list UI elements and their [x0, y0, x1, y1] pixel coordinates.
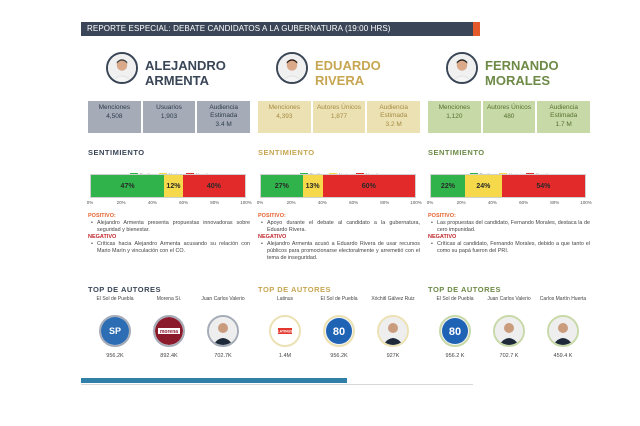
- sentiment-segment-negative: 60%: [323, 175, 415, 197]
- author-reach: 956.2 K: [445, 353, 465, 359]
- author-name: El Sol de Puebla: [436, 296, 474, 302]
- stat-label: Menciones: [98, 104, 131, 111]
- stat-box: [537, 101, 590, 133]
- stat-box: [313, 101, 366, 133]
- positive-list: [433, 220, 590, 234]
- axis-tick-label: 20%: [116, 200, 126, 205]
- author-name: Carlos Martín Huerta: [539, 296, 587, 302]
- candidate-avatar: [106, 52, 138, 84]
- author-reach: 892.4K: [160, 353, 178, 359]
- sentiment-segment-positive: 22%: [431, 175, 465, 197]
- positive-note: • Apoyo durante el debate al candidato a la gubernatura, Eduardo Rivera.: [263, 220, 420, 234]
- candidate-name-line2: ARMENTA: [145, 73, 210, 88]
- sentiment-title: SENTIMIENTO: [428, 148, 485, 157]
- candidate-column-morales: [428, 50, 593, 370]
- sentiment-notes: [88, 213, 250, 255]
- morena-logo: [153, 315, 185, 347]
- top-authors-list: [428, 296, 590, 366]
- author-reach: 956.2K: [106, 353, 124, 359]
- positive-heading: POSITIVO:: [258, 213, 286, 219]
- stat-label: Audiencia Estimada: [209, 104, 238, 119]
- stat-label: Audiencia Estimada: [379, 104, 408, 119]
- sentiment-segment-neutral: 24%: [465, 175, 502, 197]
- top-authors-title: TOP DE AUTORES: [428, 285, 501, 294]
- sentiment-segment-positive: 27%: [261, 175, 303, 197]
- candidate-avatar: [276, 52, 308, 84]
- axis-tick-label: 60%: [179, 200, 189, 205]
- stat-label: Autores Únicos: [316, 104, 362, 111]
- report-header: [81, 22, 473, 36]
- stat-value: 4,508: [106, 113, 123, 120]
- sentiment-legend: [300, 163, 387, 171]
- axis-tick-label: 40%: [317, 200, 327, 205]
- sentiment-legend: [130, 163, 217, 171]
- author-card: [484, 296, 534, 366]
- candidate-avatar: [446, 52, 478, 84]
- axis-tick-label: 80%: [210, 200, 220, 205]
- candidate-name: [485, 58, 559, 88]
- sentiment-segment-neutral: 13%: [303, 175, 323, 197]
- sentiment-segment-positive: 47%: [91, 175, 164, 197]
- stat-box: [367, 101, 420, 133]
- negative-list: [263, 241, 420, 262]
- top-authors-list: [258, 296, 420, 366]
- stat-value: 4,393: [276, 113, 293, 120]
- candidate-column-armenta: [88, 50, 253, 370]
- person-photo: [377, 315, 409, 347]
- positive-heading: POSITIVO:: [88, 213, 116, 219]
- author-name: Juan Carlos Valerio: [201, 296, 245, 302]
- axis-tick-label: 0%: [86, 200, 94, 205]
- stat-label: Autores Únicos: [486, 104, 532, 111]
- author-reach: 956.2K: [330, 353, 348, 359]
- axis-tick-label: 40%: [147, 200, 157, 205]
- stat-label: Menciones: [438, 104, 471, 111]
- author-name: Latinus: [276, 296, 294, 302]
- svg-text:morena: morena: [159, 329, 179, 335]
- stat-label: Menciones: [268, 104, 301, 111]
- candidate-name-line2: RIVERA: [315, 73, 365, 88]
- stat-box: [88, 101, 141, 133]
- top-authors-list: [88, 296, 250, 366]
- author-name: Morena Sí.: [156, 296, 182, 302]
- axis-tick-label: 40%: [487, 200, 497, 205]
- top-authors-title: TOP DE AUTORES: [88, 285, 161, 294]
- candidate-name-line2: MORALES: [485, 73, 550, 88]
- axis-tick-label: 20%: [456, 200, 466, 205]
- sentiment-segment-negative: 40%: [183, 175, 245, 197]
- positive-list: [263, 220, 420, 234]
- sentiment-segment-negative: 54%: [502, 175, 585, 197]
- author-card: [430, 296, 480, 366]
- candidate-column-rivera: [258, 50, 423, 370]
- positive-note: • Las propuestas del candidato, Fernando Morales, destaca la de cero impunidad.: [433, 220, 590, 234]
- stats-row: [428, 101, 590, 133]
- author-reach: 702.7K: [214, 353, 232, 359]
- sentiment-segment-neutral: 12%: [164, 175, 183, 197]
- positive-heading: POSITIVO:: [428, 213, 456, 219]
- stat-value: 1,877: [330, 113, 348, 120]
- negative-note: • Críticas al candidato, Fernando Morales, debido a que tanto el como su papá fueron del PRI.: [433, 241, 590, 255]
- negative-heading: NEGATIVO: [258, 234, 287, 240]
- sentiment-notes: [258, 213, 420, 262]
- sentiment-axis: [258, 200, 420, 208]
- axis-tick-label: 100%: [240, 200, 252, 205]
- stat-value: 3.2 M: [385, 121, 402, 128]
- author-card: [368, 296, 418, 366]
- svg-text:80: 80: [332, 326, 346, 338]
- svg-text:LATINUS: LATINUS: [277, 329, 293, 334]
- axis-tick-label: 20%: [286, 200, 296, 205]
- author-reach: 1.4M: [278, 353, 292, 359]
- author-reach: 927K: [386, 353, 400, 359]
- candidate-name: [315, 58, 381, 88]
- stat-box: [428, 101, 481, 133]
- axis-tick-label: 100%: [580, 200, 592, 205]
- candidate-header: [446, 52, 596, 98]
- sentiment-bar: [430, 174, 586, 198]
- sentiment-notes: [428, 213, 590, 255]
- negative-note: • Críticas hacia Alejandro Armenta acusando su relación con Mario Marín y vinculación con el CO.: [93, 241, 250, 255]
- sentiment-axis: [428, 200, 590, 208]
- candidate-name: [145, 58, 226, 88]
- candidate-header: [276, 52, 426, 98]
- top-authors-title: TOP DE AUTORES: [258, 285, 331, 294]
- author-reach: 459.4 K: [553, 353, 573, 359]
- sentiment-bar: [90, 174, 246, 198]
- stat-label: Audiencia Estimada: [549, 104, 578, 119]
- sol-de-puebla-80-logo: [323, 315, 355, 347]
- sentiment-legend: [470, 163, 557, 171]
- author-card: [198, 296, 248, 366]
- sentiment-axis: [88, 200, 250, 208]
- candidate-name-line1: EDUARDO: [315, 58, 381, 73]
- candidate-name-line1: ALEJANDRO: [145, 58, 226, 73]
- author-card: [314, 296, 364, 366]
- stat-label: Usuarios: [156, 104, 182, 111]
- author-card: [260, 296, 310, 366]
- svg-text:SP: SP: [108, 326, 122, 336]
- candidate-name-line1: FERNANDO: [485, 58, 559, 73]
- positive-list: [93, 220, 250, 234]
- positive-note: • Alejandro Armenta presenta propuestas innovadoras sobre seguridad y bienestar.: [93, 220, 250, 234]
- author-reach: 702.7 K: [499, 353, 519, 359]
- stat-box: [483, 101, 536, 133]
- author-card: [90, 296, 140, 366]
- axis-tick-label: 60%: [519, 200, 529, 205]
- axis-tick-label: 0%: [256, 200, 264, 205]
- header-accent: [473, 22, 480, 36]
- person-photo: [207, 315, 239, 347]
- axis-tick-label: 100%: [410, 200, 422, 205]
- author-card: [538, 296, 588, 366]
- sentiment-bar: [260, 174, 416, 198]
- stats-row: [88, 101, 250, 133]
- stat-box: [143, 101, 196, 133]
- sentiment-title: SENTIMIENTO: [258, 148, 315, 157]
- svg-text:80: 80: [448, 326, 462, 338]
- stat-value: 1,120: [446, 113, 463, 120]
- person-photo: [493, 315, 525, 347]
- negative-heading: NEGATIVO: [428, 234, 457, 240]
- stat-box: [258, 101, 311, 133]
- axis-tick-label: 80%: [550, 200, 560, 205]
- sol-de-puebla-80-logo: [439, 315, 471, 347]
- author-card: [144, 296, 194, 366]
- stat-value: 3.4 M: [215, 121, 232, 128]
- author-name: Xóchitl Gálvez Ruiz: [371, 296, 415, 302]
- stat-value: 1.7 M: [555, 121, 572, 128]
- person-photo: [547, 315, 579, 347]
- footer-accent-bar: [81, 378, 347, 383]
- stats-row: [258, 101, 420, 133]
- axis-tick-label: 80%: [380, 200, 390, 205]
- sentiment-title: SENTIMIENTO: [88, 148, 145, 157]
- negative-heading: NEGATIVO: [88, 234, 117, 240]
- sol-de-puebla-logo: [99, 315, 131, 347]
- latinus-logo: [269, 315, 301, 347]
- negative-note: • Alejandro Armenta acusó a Eduardo Rivera de usar recursos públicos para promocionarse electoralmente y arremetió con el tema de inseguridad.: [263, 241, 420, 262]
- axis-tick-label: 0%: [426, 200, 434, 205]
- axis-tick-label: 60%: [349, 200, 359, 205]
- report-title: REPORTE ESPECIAL: DEBATE CANDIDATOS A LA GUBERNATURA (19:00 HRS): [87, 24, 391, 33]
- footer-divider: [81, 384, 473, 385]
- stat-value: 1,903: [160, 113, 178, 120]
- negative-list: [433, 241, 590, 255]
- stat-box: [197, 101, 250, 133]
- author-name: El Sol de Puebla: [96, 296, 134, 302]
- candidate-header: [106, 52, 256, 98]
- author-name: Juan Carlos Valerio: [487, 296, 531, 302]
- negative-list: [93, 241, 250, 255]
- stat-value: 480: [503, 113, 515, 120]
- author-name: El Sol de Puebla: [320, 296, 358, 302]
